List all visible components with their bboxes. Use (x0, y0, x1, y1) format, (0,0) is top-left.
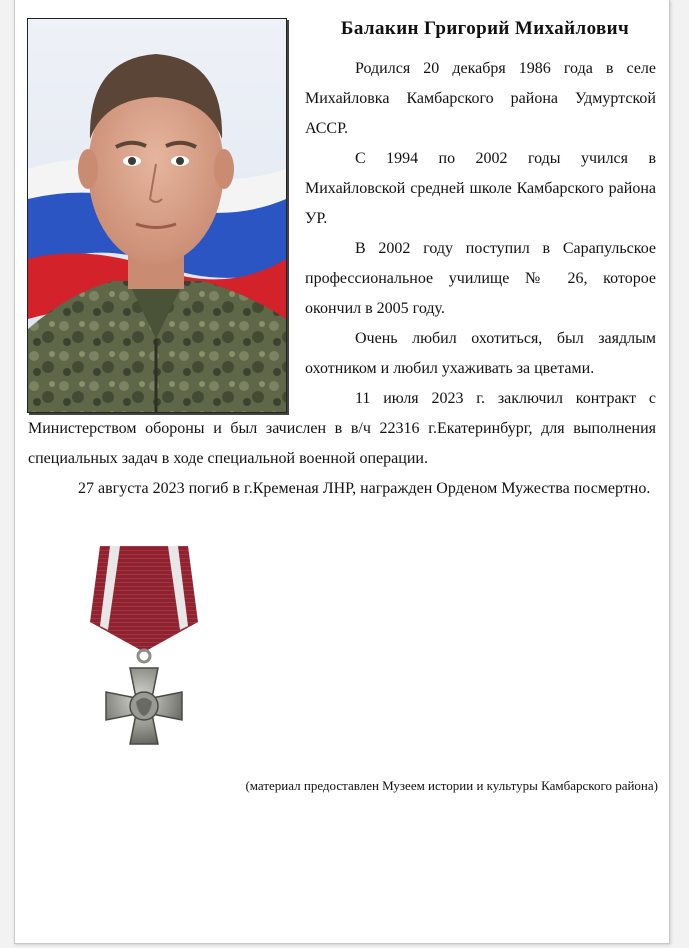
order-of-courage-medal (80, 546, 208, 770)
source-credit: (материал предоставлен Музеем истории и культуры Камбарского района) (245, 778, 658, 793)
paragraph-contract-start: 11 июля 2023 г. заключил контракт с (355, 390, 656, 407)
paragraph-school: С 1994 по 2002 годы учился в Михайловской средней школе Камбарского района УР. (305, 150, 656, 227)
paragraph-hobbies: Очень любил охотиться, был заядлым охотником и любил ухаживать за цветами. (305, 330, 656, 377)
person-name-title: Балакин Григорий Михайлович (340, 18, 630, 39)
paragraph-birth: Родился 20 декабря 1986 года в селе Михайловка Камбарского района Удмуртской АССР. (305, 60, 656, 137)
portrait-photo (27, 18, 287, 413)
paragraph-contract-continued: Министерством обороны и был зачислен в в/ч 22316 г.Екатеринбург, для выполнения специальных задач в ходе специальной военной операции. (28, 420, 656, 467)
paragraph-death: 27 августа 2023 погиб в г.Кременая ЛНР, награжден Орденом Мужества посмертно. (78, 480, 651, 497)
paragraph-college: В 2002 году поступил в Сарапульское профессиональное училище № 26, которое окончил в 2005 году. (305, 240, 656, 317)
